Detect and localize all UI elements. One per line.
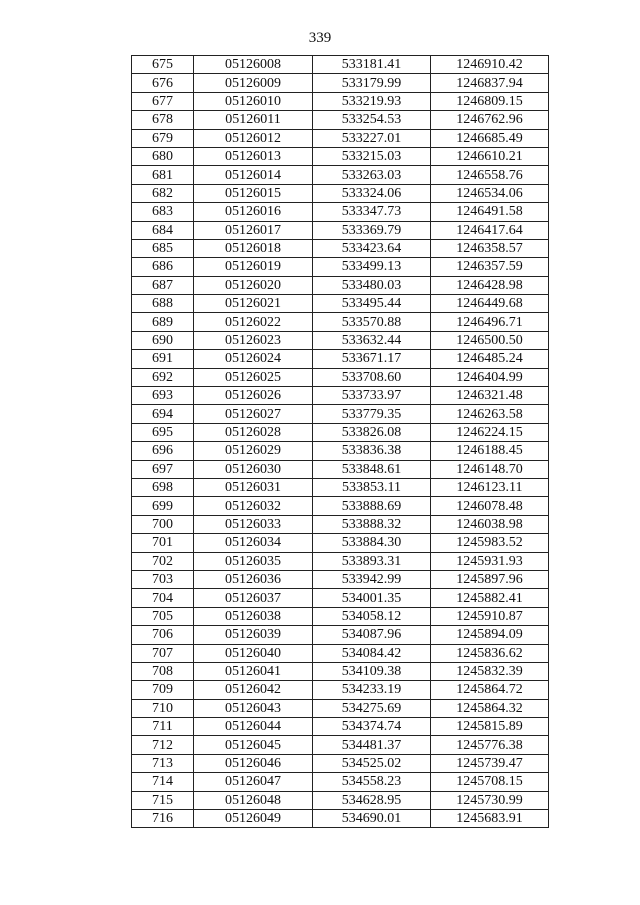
row-number-cell: 690 (132, 331, 194, 349)
x-coordinate-cell: 533632.44 (313, 331, 431, 349)
point-code-cell: 05126040 (194, 644, 313, 662)
table-row (132, 92, 549, 110)
row-number-cell: 675 (132, 56, 194, 74)
table-row (132, 184, 549, 202)
point-code-cell: 05126048 (194, 791, 313, 809)
table-row (132, 478, 549, 496)
x-coordinate-cell: 533884.30 (313, 534, 431, 552)
x-coordinate-cell: 533779.35 (313, 405, 431, 423)
coordinate-table (131, 55, 549, 828)
x-coordinate-cell: 533219.93 (313, 92, 431, 110)
row-number-cell: 714 (132, 773, 194, 791)
row-number-cell: 700 (132, 515, 194, 533)
x-coordinate-cell: 534087.96 (313, 626, 431, 644)
x-coordinate-cell: 534628.95 (313, 791, 431, 809)
point-code-cell: 05126013 (194, 147, 313, 165)
point-code-cell: 05126044 (194, 718, 313, 736)
table-row (132, 166, 549, 184)
row-number-cell: 701 (132, 534, 194, 552)
row-number-cell: 706 (132, 626, 194, 644)
point-code-cell: 05126021 (194, 295, 313, 313)
row-number-cell: 696 (132, 442, 194, 460)
point-code-cell: 05126011 (194, 111, 313, 129)
point-code-cell: 05126028 (194, 423, 313, 441)
table-row (132, 681, 549, 699)
row-number-cell: 692 (132, 368, 194, 386)
row-number-cell: 676 (132, 74, 194, 92)
point-code-cell: 05126029 (194, 442, 313, 460)
x-coordinate-cell: 534525.02 (313, 754, 431, 772)
table-row (132, 203, 549, 221)
point-code-cell: 05126049 (194, 810, 313, 828)
point-code-cell: 05126036 (194, 570, 313, 588)
row-number-cell: 715 (132, 791, 194, 809)
y-coordinate-cell: 1245815.89 (431, 718, 549, 736)
row-number-cell: 688 (132, 295, 194, 313)
x-coordinate-cell: 533836.38 (313, 442, 431, 460)
point-code-cell: 05126032 (194, 497, 313, 515)
table-row (132, 497, 549, 515)
point-code-cell: 05126018 (194, 239, 313, 257)
x-coordinate-cell: 534690.01 (313, 810, 431, 828)
x-coordinate-cell: 533179.99 (313, 74, 431, 92)
point-code-cell: 05126046 (194, 754, 313, 772)
row-number-cell: 687 (132, 276, 194, 294)
table-row (132, 570, 549, 588)
table-row (132, 405, 549, 423)
row-number-cell: 705 (132, 607, 194, 625)
table-row (132, 662, 549, 680)
x-coordinate-cell: 533324.06 (313, 184, 431, 202)
table-row (132, 607, 549, 625)
row-number-cell: 702 (132, 552, 194, 570)
row-number-cell: 712 (132, 736, 194, 754)
table-row (132, 626, 549, 644)
point-code-cell: 05126030 (194, 460, 313, 478)
x-coordinate-cell: 533888.32 (313, 515, 431, 533)
x-coordinate-cell: 533347.73 (313, 203, 431, 221)
table-row (132, 239, 549, 257)
y-coordinate-cell: 1245894.09 (431, 626, 549, 644)
page-number: 339 (308, 30, 332, 46)
y-coordinate-cell: 1246404.99 (431, 368, 549, 386)
x-coordinate-cell: 533570.88 (313, 313, 431, 331)
x-coordinate-cell: 534275.69 (313, 699, 431, 717)
point-code-cell: 05126041 (194, 662, 313, 680)
x-coordinate-cell: 534001.35 (313, 589, 431, 607)
x-coordinate-cell: 534481.37 (313, 736, 431, 754)
x-coordinate-cell: 534058.12 (313, 607, 431, 625)
point-code-cell: 05126039 (194, 626, 313, 644)
table-row (132, 810, 549, 828)
x-coordinate-cell: 533888.69 (313, 497, 431, 515)
row-number-cell: 678 (132, 111, 194, 129)
table-row (132, 699, 549, 717)
table-row (132, 387, 549, 405)
row-number-cell: 698 (132, 478, 194, 496)
table-row (132, 368, 549, 386)
y-coordinate-cell: 1246558.76 (431, 166, 549, 184)
x-coordinate-cell: 533227.01 (313, 129, 431, 147)
point-code-cell: 05126015 (194, 184, 313, 202)
x-coordinate-cell: 533848.61 (313, 460, 431, 478)
point-code-cell: 05126047 (194, 773, 313, 791)
x-coordinate-cell: 533826.08 (313, 423, 431, 441)
y-coordinate-cell: 1246321.48 (431, 387, 549, 405)
table-row (132, 221, 549, 239)
row-number-cell: 679 (132, 129, 194, 147)
row-number-cell: 683 (132, 203, 194, 221)
y-coordinate-cell: 1246610.21 (431, 147, 549, 165)
y-coordinate-cell: 1246491.58 (431, 203, 549, 221)
table-row (132, 589, 549, 607)
point-code-cell: 05126023 (194, 331, 313, 349)
y-coordinate-cell: 1246038.98 (431, 515, 549, 533)
x-coordinate-cell: 533942.99 (313, 570, 431, 588)
table-row (132, 791, 549, 809)
row-number-cell: 709 (132, 681, 194, 699)
point-code-cell: 05126020 (194, 276, 313, 294)
table-row (132, 534, 549, 552)
y-coordinate-cell: 1246685.49 (431, 129, 549, 147)
table-row (132, 276, 549, 294)
y-coordinate-cell: 1246358.57 (431, 239, 549, 257)
point-code-cell: 05126037 (194, 589, 313, 607)
x-coordinate-cell: 533369.79 (313, 221, 431, 239)
y-coordinate-cell: 1246910.42 (431, 56, 549, 74)
row-number-cell: 686 (132, 258, 194, 276)
y-coordinate-cell: 1245983.52 (431, 534, 549, 552)
y-coordinate-cell: 1245882.41 (431, 589, 549, 607)
y-coordinate-cell: 1246078.48 (431, 497, 549, 515)
table-row (132, 552, 549, 570)
table-row (132, 515, 549, 533)
point-code-cell: 05126034 (194, 534, 313, 552)
table-row (132, 295, 549, 313)
table-row (132, 736, 549, 754)
y-coordinate-cell: 1246263.58 (431, 405, 549, 423)
y-coordinate-cell: 1245836.62 (431, 644, 549, 662)
table-row (132, 74, 549, 92)
row-number-cell: 699 (132, 497, 194, 515)
point-code-cell: 05126017 (194, 221, 313, 239)
y-coordinate-cell: 1246762.96 (431, 111, 549, 129)
point-code-cell: 05126025 (194, 368, 313, 386)
point-code-cell: 05126031 (194, 478, 313, 496)
point-code-cell: 05126009 (194, 74, 313, 92)
x-coordinate-cell: 533733.97 (313, 387, 431, 405)
point-code-cell: 05126038 (194, 607, 313, 625)
y-coordinate-cell: 1245730.99 (431, 791, 549, 809)
row-number-cell: 703 (132, 570, 194, 588)
y-coordinate-cell: 1246224.15 (431, 423, 549, 441)
point-code-cell: 05126027 (194, 405, 313, 423)
table-row (132, 350, 549, 368)
coordinate-table-body (132, 56, 549, 828)
y-coordinate-cell: 1245864.32 (431, 699, 549, 717)
row-number-cell: 697 (132, 460, 194, 478)
x-coordinate-cell: 533215.03 (313, 147, 431, 165)
row-number-cell: 681 (132, 166, 194, 184)
y-coordinate-cell: 1245739.47 (431, 754, 549, 772)
y-coordinate-cell: 1246188.45 (431, 442, 549, 460)
table-row (132, 423, 549, 441)
row-number-cell: 713 (132, 754, 194, 772)
point-code-cell: 05126043 (194, 699, 313, 717)
table-row (132, 442, 549, 460)
x-coordinate-cell: 533853.11 (313, 478, 431, 496)
x-coordinate-cell: 533708.60 (313, 368, 431, 386)
row-number-cell: 707 (132, 644, 194, 662)
y-coordinate-cell: 1245931.93 (431, 552, 549, 570)
table-row (132, 754, 549, 772)
x-coordinate-cell: 533254.53 (313, 111, 431, 129)
point-code-cell: 05126042 (194, 681, 313, 699)
row-number-cell: 691 (132, 350, 194, 368)
y-coordinate-cell: 1246496.71 (431, 313, 549, 331)
y-coordinate-cell: 1245683.91 (431, 810, 549, 828)
row-number-cell: 693 (132, 387, 194, 405)
point-code-cell: 05126022 (194, 313, 313, 331)
y-coordinate-cell: 1245708.15 (431, 773, 549, 791)
table-row (132, 773, 549, 791)
table-row (132, 644, 549, 662)
x-coordinate-cell: 533480.03 (313, 276, 431, 294)
row-number-cell: 711 (132, 718, 194, 736)
point-code-cell: 05126014 (194, 166, 313, 184)
y-coordinate-cell: 1246449.68 (431, 295, 549, 313)
table-row (132, 258, 549, 276)
row-number-cell: 716 (132, 810, 194, 828)
x-coordinate-cell: 534233.19 (313, 681, 431, 699)
row-number-cell: 689 (132, 313, 194, 331)
y-coordinate-cell: 1245776.38 (431, 736, 549, 754)
y-coordinate-cell: 1246148.70 (431, 460, 549, 478)
row-number-cell: 680 (132, 147, 194, 165)
y-coordinate-cell: 1246417.64 (431, 221, 549, 239)
point-code-cell: 05126035 (194, 552, 313, 570)
x-coordinate-cell: 534558.23 (313, 773, 431, 791)
table-row (132, 147, 549, 165)
row-number-cell: 682 (132, 184, 194, 202)
row-number-cell: 694 (132, 405, 194, 423)
table-row (132, 56, 549, 74)
y-coordinate-cell: 1246534.06 (431, 184, 549, 202)
x-coordinate-cell: 534084.42 (313, 644, 431, 662)
point-code-cell: 05126024 (194, 350, 313, 368)
y-coordinate-cell: 1245832.39 (431, 662, 549, 680)
point-code-cell: 05126026 (194, 387, 313, 405)
row-number-cell: 710 (132, 699, 194, 717)
x-coordinate-cell: 534109.38 (313, 662, 431, 680)
table-row (132, 313, 549, 331)
point-code-cell: 05126019 (194, 258, 313, 276)
x-coordinate-cell: 533499.13 (313, 258, 431, 276)
row-number-cell: 685 (132, 239, 194, 257)
table-row (132, 331, 549, 349)
y-coordinate-cell: 1246357.59 (431, 258, 549, 276)
y-coordinate-cell: 1246485.24 (431, 350, 549, 368)
row-number-cell: 708 (132, 662, 194, 680)
y-coordinate-cell: 1246123.11 (431, 478, 549, 496)
y-coordinate-cell: 1246500.50 (431, 331, 549, 349)
row-number-cell: 695 (132, 423, 194, 441)
point-code-cell: 05126045 (194, 736, 313, 754)
y-coordinate-cell: 1246837.94 (431, 74, 549, 92)
x-coordinate-cell: 533893.31 (313, 552, 431, 570)
x-coordinate-cell: 533181.41 (313, 56, 431, 74)
x-coordinate-cell: 533495.44 (313, 295, 431, 313)
point-code-cell: 05126016 (194, 203, 313, 221)
point-code-cell: 05126033 (194, 515, 313, 533)
row-number-cell: 704 (132, 589, 194, 607)
table-row (132, 111, 549, 129)
row-number-cell: 677 (132, 92, 194, 110)
point-code-cell: 05126010 (194, 92, 313, 110)
x-coordinate-cell: 533423.64 (313, 239, 431, 257)
y-coordinate-cell: 1245910.87 (431, 607, 549, 625)
point-code-cell: 05126008 (194, 56, 313, 74)
row-number-cell: 684 (132, 221, 194, 239)
x-coordinate-cell: 533263.03 (313, 166, 431, 184)
table-row (132, 718, 549, 736)
y-coordinate-cell: 1246428.98 (431, 276, 549, 294)
point-code-cell: 05126012 (194, 129, 313, 147)
x-coordinate-cell: 534374.74 (313, 718, 431, 736)
table-row (132, 129, 549, 147)
table-row (132, 460, 549, 478)
y-coordinate-cell: 1245897.96 (431, 570, 549, 588)
x-coordinate-cell: 533671.17 (313, 350, 431, 368)
y-coordinate-cell: 1245864.72 (431, 681, 549, 699)
y-coordinate-cell: 1246809.15 (431, 92, 549, 110)
